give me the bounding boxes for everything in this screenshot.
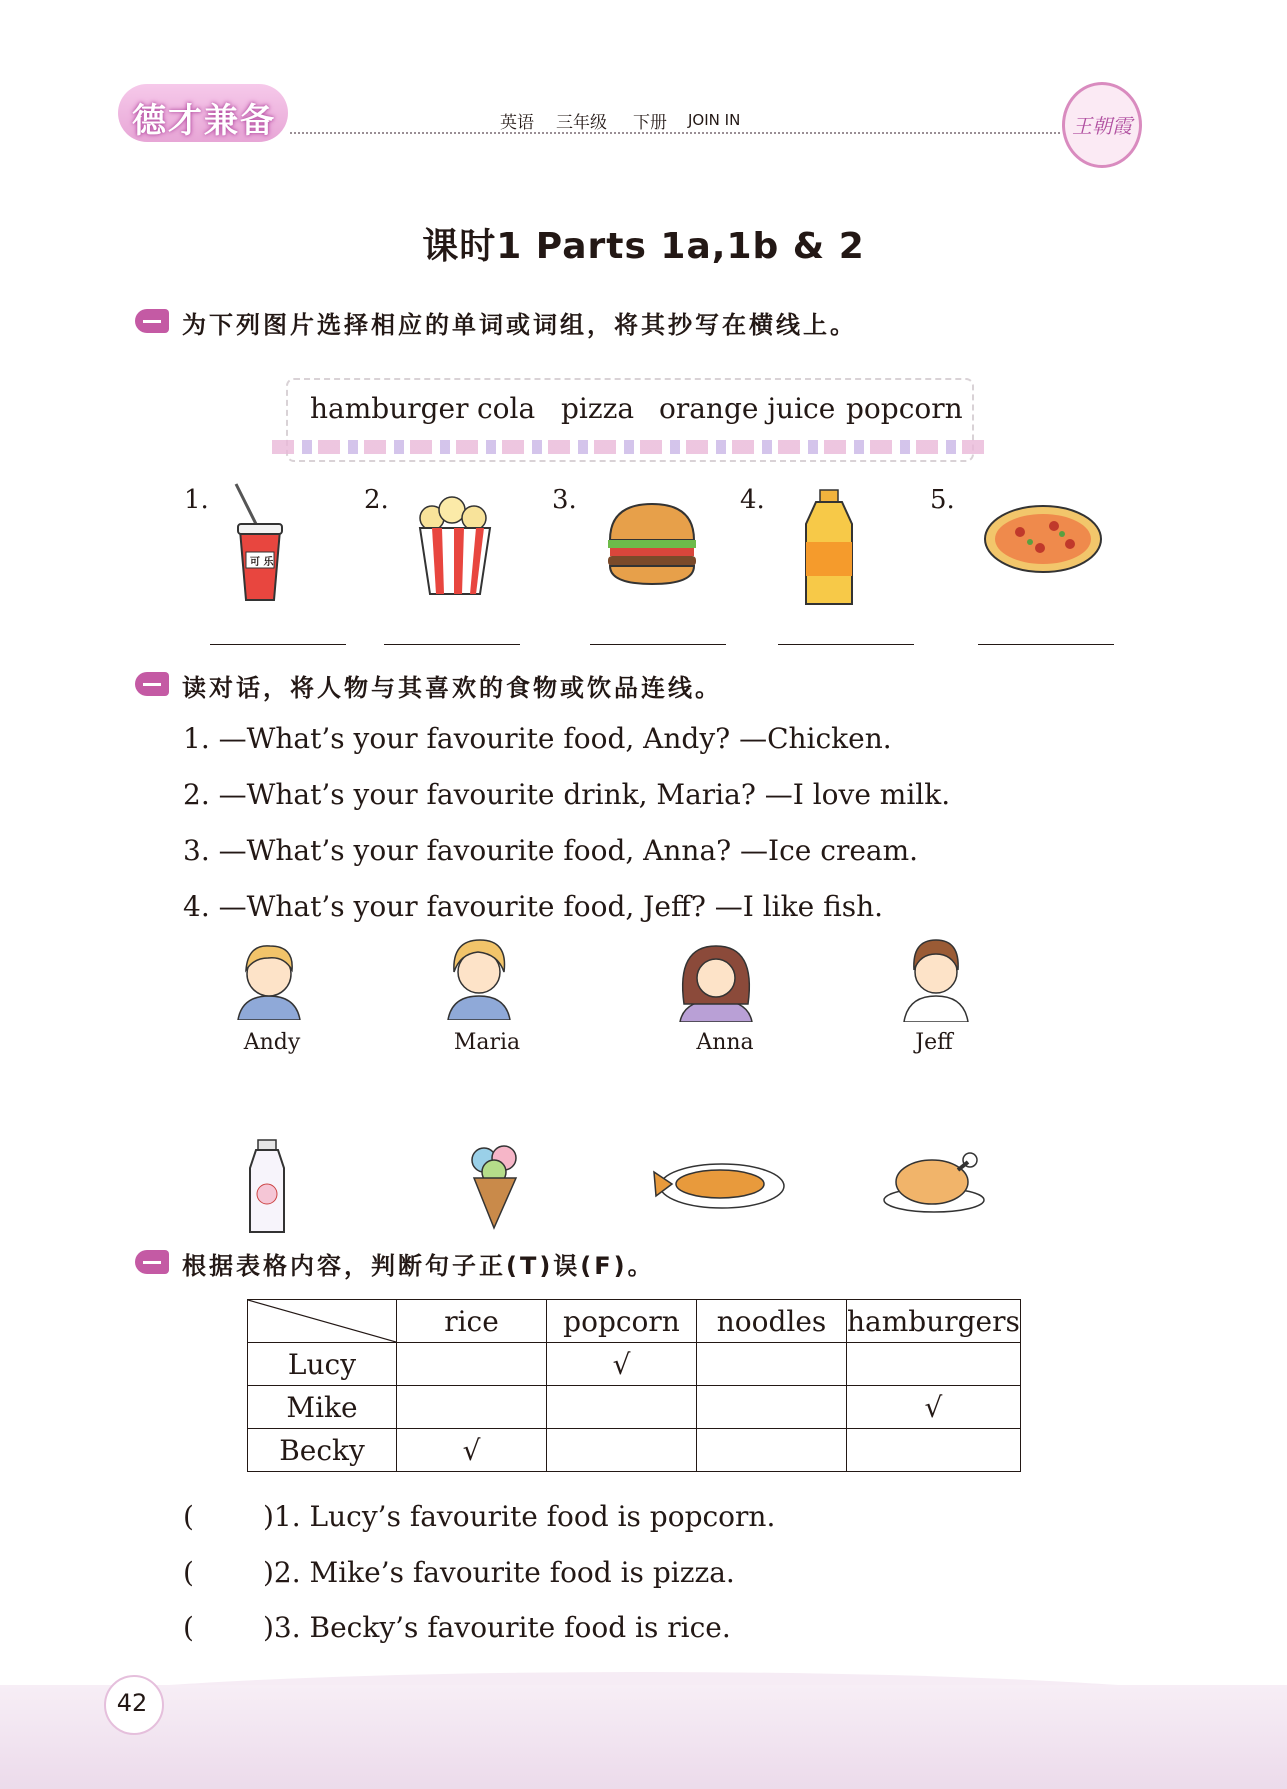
tf-statement: )2. Mike’s favourite food is pizza. <box>263 1556 735 1589</box>
word-bank-decoration <box>272 440 988 454</box>
hamburger-icon <box>604 500 700 586</box>
table-header: popcorn <box>547 1300 697 1343</box>
section-three-badge <box>135 1250 169 1274</box>
table-row <box>248 1343 1021 1386</box>
person-name: Jeff <box>915 1030 953 1055</box>
page-number: 42 <box>116 1689 148 1717</box>
row-name: Becky <box>248 1429 397 1472</box>
table-cell <box>697 1386 847 1429</box>
table-header: rice <box>397 1300 547 1343</box>
header-divider <box>290 132 1060 134</box>
header-edition: JOIN IN <box>688 111 741 129</box>
person-name: Andy <box>243 1030 301 1055</box>
picture-number: 1. <box>184 485 209 515</box>
milk-bottle-icon <box>246 1138 288 1236</box>
answer-blank[interactable] <box>978 644 1114 645</box>
answer-blank[interactable] <box>590 644 726 645</box>
picture-number: 4. <box>740 485 765 515</box>
fish-dish-icon <box>650 1156 786 1212</box>
picture-number: 3. <box>552 485 577 515</box>
answer-blank[interactable] <box>384 644 520 645</box>
table-cell: √ <box>397 1429 547 1472</box>
girl-avatar-icon <box>438 932 520 1020</box>
boy-avatar-icon <box>896 930 976 1022</box>
section-one-instruction: 为下列图片选择相应的单词或词组，将其抄写在横线上。 <box>182 311 857 339</box>
row-name: Lucy <box>248 1343 397 1386</box>
lesson-title: 课时1 Parts 1a,1b & 2 <box>422 226 865 267</box>
tf-statement: )3. Becky’s favourite food is rice. <box>263 1611 731 1644</box>
dialogue-line: 3. —What’s your favourite food, Anna? —Ice cream. <box>183 834 919 867</box>
table-row <box>248 1429 1021 1472</box>
boy-avatar-icon <box>228 936 310 1020</box>
tf-open-paren[interactable]: ( <box>183 1500 194 1533</box>
table-cell <box>547 1386 697 1429</box>
word-bank-item: cola <box>477 392 536 425</box>
table-cell: √ <box>547 1343 697 1386</box>
brand-logo-text: 德才兼备 <box>132 101 276 141</box>
dialogue-line: 4. —What’s your favourite food, Jeff? —I like fish. <box>183 890 884 923</box>
table-row <box>248 1386 1021 1429</box>
row-name: Mike <box>248 1386 397 1429</box>
section-three-instruction: 根据表格内容，判断句子正(T)误(F)。 <box>182 1252 655 1280</box>
author-seal-text: 王朝霞 <box>1072 114 1132 138</box>
answer-blank[interactable] <box>210 644 346 645</box>
ice-cream-icon <box>464 1138 528 1230</box>
table-cell <box>847 1343 1021 1386</box>
word-bank-item: hamburger <box>310 392 469 425</box>
girl-avatar-icon <box>672 938 760 1022</box>
answer-blank[interactable] <box>778 644 914 645</box>
person-name: Anna <box>696 1030 754 1055</box>
tf-statement: )1. Lucy’s favourite food is popcorn. <box>263 1500 776 1533</box>
table-cell <box>397 1343 547 1386</box>
header-volume: 下册 <box>633 113 667 133</box>
tf-open-paren[interactable]: ( <box>183 1556 194 1589</box>
popcorn-icon <box>412 490 498 596</box>
table-cell: √ <box>847 1386 1021 1429</box>
person-name: Maria <box>453 1030 521 1055</box>
header-grade: 三年级 <box>556 113 607 133</box>
dialogue-line: 2. —What’s your favourite drink, Maria? —I love milk. <box>183 778 951 811</box>
table-cell <box>697 1429 847 1472</box>
table-header: noodles <box>697 1300 847 1343</box>
orange-juice-bottle-icon <box>800 488 858 608</box>
section-two-badge <box>135 672 169 696</box>
picture-number: 2. <box>364 485 389 515</box>
section-one-badge <box>135 309 169 333</box>
word-bank-item: pizza <box>561 392 635 425</box>
cola-cup-label: 可 乐 <box>250 557 274 568</box>
table-cell <box>547 1429 697 1472</box>
word-bank-item: orange juice <box>659 392 836 425</box>
table-header: hamburgers <box>847 1300 1021 1343</box>
pizza-icon <box>982 502 1104 576</box>
word-bank-item: popcorn <box>846 392 963 425</box>
table-corner-cell <box>248 1300 397 1343</box>
dialogue-line: 1. —What’s your favourite food, Andy? —Chicken. <box>183 722 892 755</box>
table-cell <box>397 1386 547 1429</box>
tf-open-paren[interactable]: ( <box>183 1611 194 1644</box>
cola-cup-icon <box>222 480 294 606</box>
roast-chicken-icon <box>882 1146 986 1214</box>
footer-band <box>0 1685 1287 1789</box>
header-subject: 英语 <box>500 113 534 133</box>
section-two-instruction: 读对话，将人物与其喜欢的食物或饮品连线。 <box>182 674 722 702</box>
preference-table <box>247 1299 1021 1472</box>
table-cell <box>697 1343 847 1386</box>
table-cell <box>847 1429 1021 1472</box>
picture-number: 5. <box>930 485 955 515</box>
